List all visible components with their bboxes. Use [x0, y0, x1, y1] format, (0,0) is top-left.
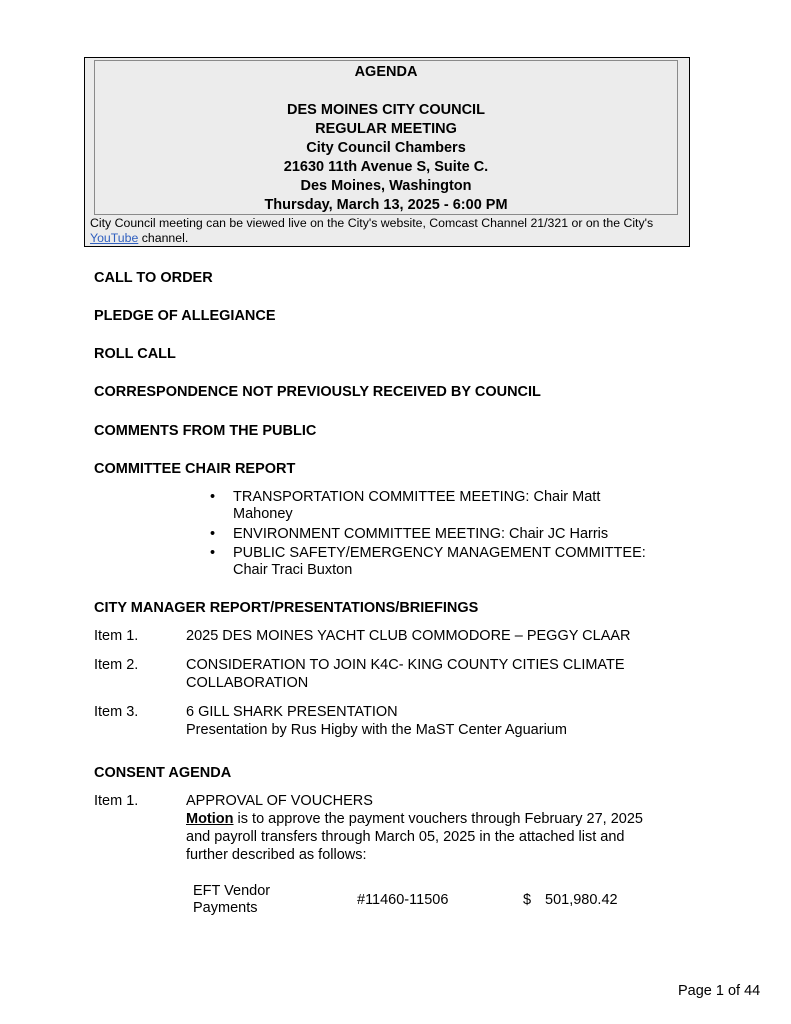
viewing-note [90, 216, 680, 246]
voucher-currency: $ [523, 892, 532, 908]
voucher-label: EFT Vendor Payments [193, 883, 271, 916]
section-city-manager: CITY MANAGER REPORT/PRESENTATIONS/BRIEFINGS [94, 600, 479, 616]
meeting-location: City Council Chambers [306, 140, 466, 156]
council-name: DES MOINES CITY COUNCIL [287, 102, 485, 118]
committee-item-transportation: TRANSPORTATION COMMITTEE MEETING: Chair Matt Mahoney [233, 489, 601, 522]
meeting-datetime: Thursday, March 13, 2025 - 6:00 PM [264, 197, 508, 213]
voucher-amount: 501,980.42 [545, 892, 618, 908]
bullet-icon: • [210, 489, 216, 505]
section-correspondence: CORRESPONDENCE NOT PREVIOUSLY RECEIVED BY COUNCIL [94, 384, 541, 400]
agenda-title: AGENDA [354, 64, 418, 80]
motion-text: is to approve the payment vouchers through February 27, 2025 and payroll transfers through March 05, 2025 in the attached list and further described as follows: [186, 811, 643, 863]
cm-item-subtext: Presentation by Rus Higby with the MaST Center Aguarium [186, 722, 567, 738]
committee-item-public-safety: PUBLIC SAFETY/EMERGENCY MANAGEMENT COMMITTEE: Chair Traci Buxton [233, 545, 646, 578]
section-roll-call: ROLL CALL [94, 346, 176, 362]
bullet-icon: • [210, 526, 216, 542]
section-pledge: PLEDGE OF ALLEGIANCE [94, 308, 276, 324]
cm-item-text: 6 GILL SHARK PRESENTATION [186, 704, 398, 720]
cm-item-number: Item 3. [94, 704, 139, 720]
bullet-icon: • [210, 545, 216, 561]
section-committee-report: COMMITTEE CHAIR REPORT [94, 461, 296, 477]
consent-item-motion [186, 810, 666, 864]
consent-item-title: APPROVAL OF VOUCHERS [186, 793, 373, 809]
viewing-note-text: City Council meeting can be viewed live on the City's website, Comcast Channel 21/321 or on the City's [90, 216, 654, 230]
motion-label: Motion [186, 811, 234, 827]
viewing-note-suffix: channel. [138, 231, 189, 245]
youtube-link[interactable]: YouTube [90, 231, 139, 245]
cm-item-text: 2025 DES MOINES YACHT CLUB COMMODORE – PEGGY CLAAR [186, 628, 631, 644]
cm-item-number: Item 1. [94, 628, 139, 644]
cm-item-number: Item 2. [94, 657, 139, 673]
meeting-city: Des Moines, Washington [300, 178, 472, 194]
section-comments: COMMENTS FROM THE PUBLIC [94, 423, 317, 439]
meeting-address: 21630 11th Avenue S, Suite C. [283, 159, 489, 175]
voucher-range: #11460-11506 [357, 892, 449, 908]
section-call-to-order: CALL TO ORDER [94, 270, 213, 286]
committee-item-environment: ENVIRONMENT COMMITTEE MEETING: Chair JC Harris [233, 526, 609, 542]
consent-item-number: Item 1. [94, 793, 139, 809]
cm-item-text: CONSIDERATION TO JOIN K4C- KING COUNTY CITIES CLIMATE COLLABORATION [186, 657, 625, 691]
section-consent-agenda: CONSENT AGENDA [94, 765, 232, 781]
page-number: Page 1 of 44 [678, 983, 761, 999]
meeting-type: REGULAR MEETING [315, 121, 457, 137]
